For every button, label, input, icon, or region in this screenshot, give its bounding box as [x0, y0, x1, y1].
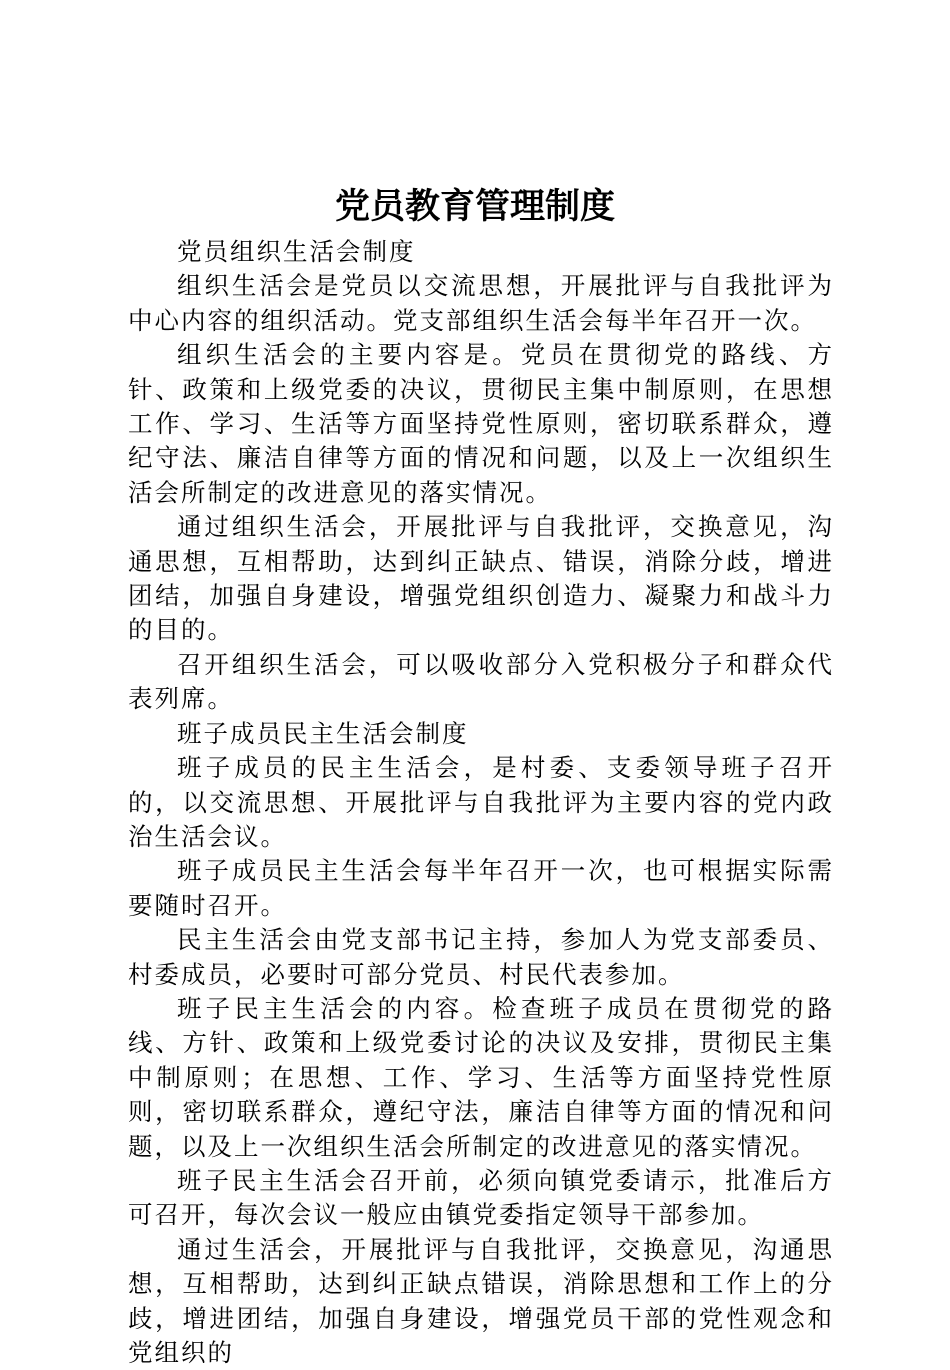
paragraph: 班子成员民主生活会每半年召开一次，也可根据实际需要随时召开。	[128, 856, 834, 920]
document-body	[128, 235, 834, 1370]
paragraph: 民主生活会由党支部书记主持，参加人为党支部委员、村委成员，必要时可部分党员、村民代表参加。	[128, 925, 834, 989]
paragraph: 通过生活会，开展批评与自我批评，交换意见，沟通思想，互相帮助，达到纠正缺点错误，消除思想和工作上的分歧，增进团结，加强自身建设，增强党员干部的党性观念和党组织的	[128, 1234, 834, 1367]
paragraph: 组织生活会是党员以交流思想，开展批评与自我批评为中心内容的组织活动。党支部组织生活会每半年召开一次。	[128, 271, 834, 335]
paragraph: 班子成员的民主生活会，是村委、支委领导班子召开的，以交流思想、开展批评与自我批评为主要内容的党内政治生活会议。	[128, 753, 834, 851]
section-heading-democratic-life: 班子成员民主生活会制度	[177, 718, 469, 748]
section-heading-org-life: 党员组织生活会制度	[177, 237, 416, 266]
paragraph: 班子民主生活会召开前，必须向镇党委请示，批准后方可召开，每次会议一般应由镇党委指定领导干部参加。	[128, 1165, 834, 1230]
paragraph: 班子民主生活会的内容。检查班子成员在贯彻党的路线、方针、政策和上级党委讨论的决议及安排，贯彻民主集中制原则；在思想、工作、学习、生活等方面坚持党性原则，密切联系群众，遵纪守法，廉洁自律等方面的情况和问题，以及上一次组织生活会所制定的改进意见的落实情况。	[128, 993, 834, 1161]
paragraph: 通过组织生活会，开展批评与自我批评，交换意见，沟通思想，互相帮助，达到纠正缺点、错误，消除分歧，增进团结，加强自身建设，增强党组织创造力、凝聚力和战斗力的目的。	[128, 512, 834, 645]
paragraph: 召开组织生活会，可以吸收部分入党积极分子和群众代表列席。	[128, 649, 834, 714]
paragraph: 组织生活会的主要内容是。党员在贯彻党的路线、方针、政策和上级党委的决议，贯彻民主集中制原则，在思想工作、学习、生活等方面坚持党性原则，密切联系群众，遵纪守法、廉洁自律等方面的情况和问题，以及上一次组织生活会所制定的改进意见的落实情况。	[128, 340, 834, 507]
document-title: 党员教育管理制度	[334, 187, 615, 227]
